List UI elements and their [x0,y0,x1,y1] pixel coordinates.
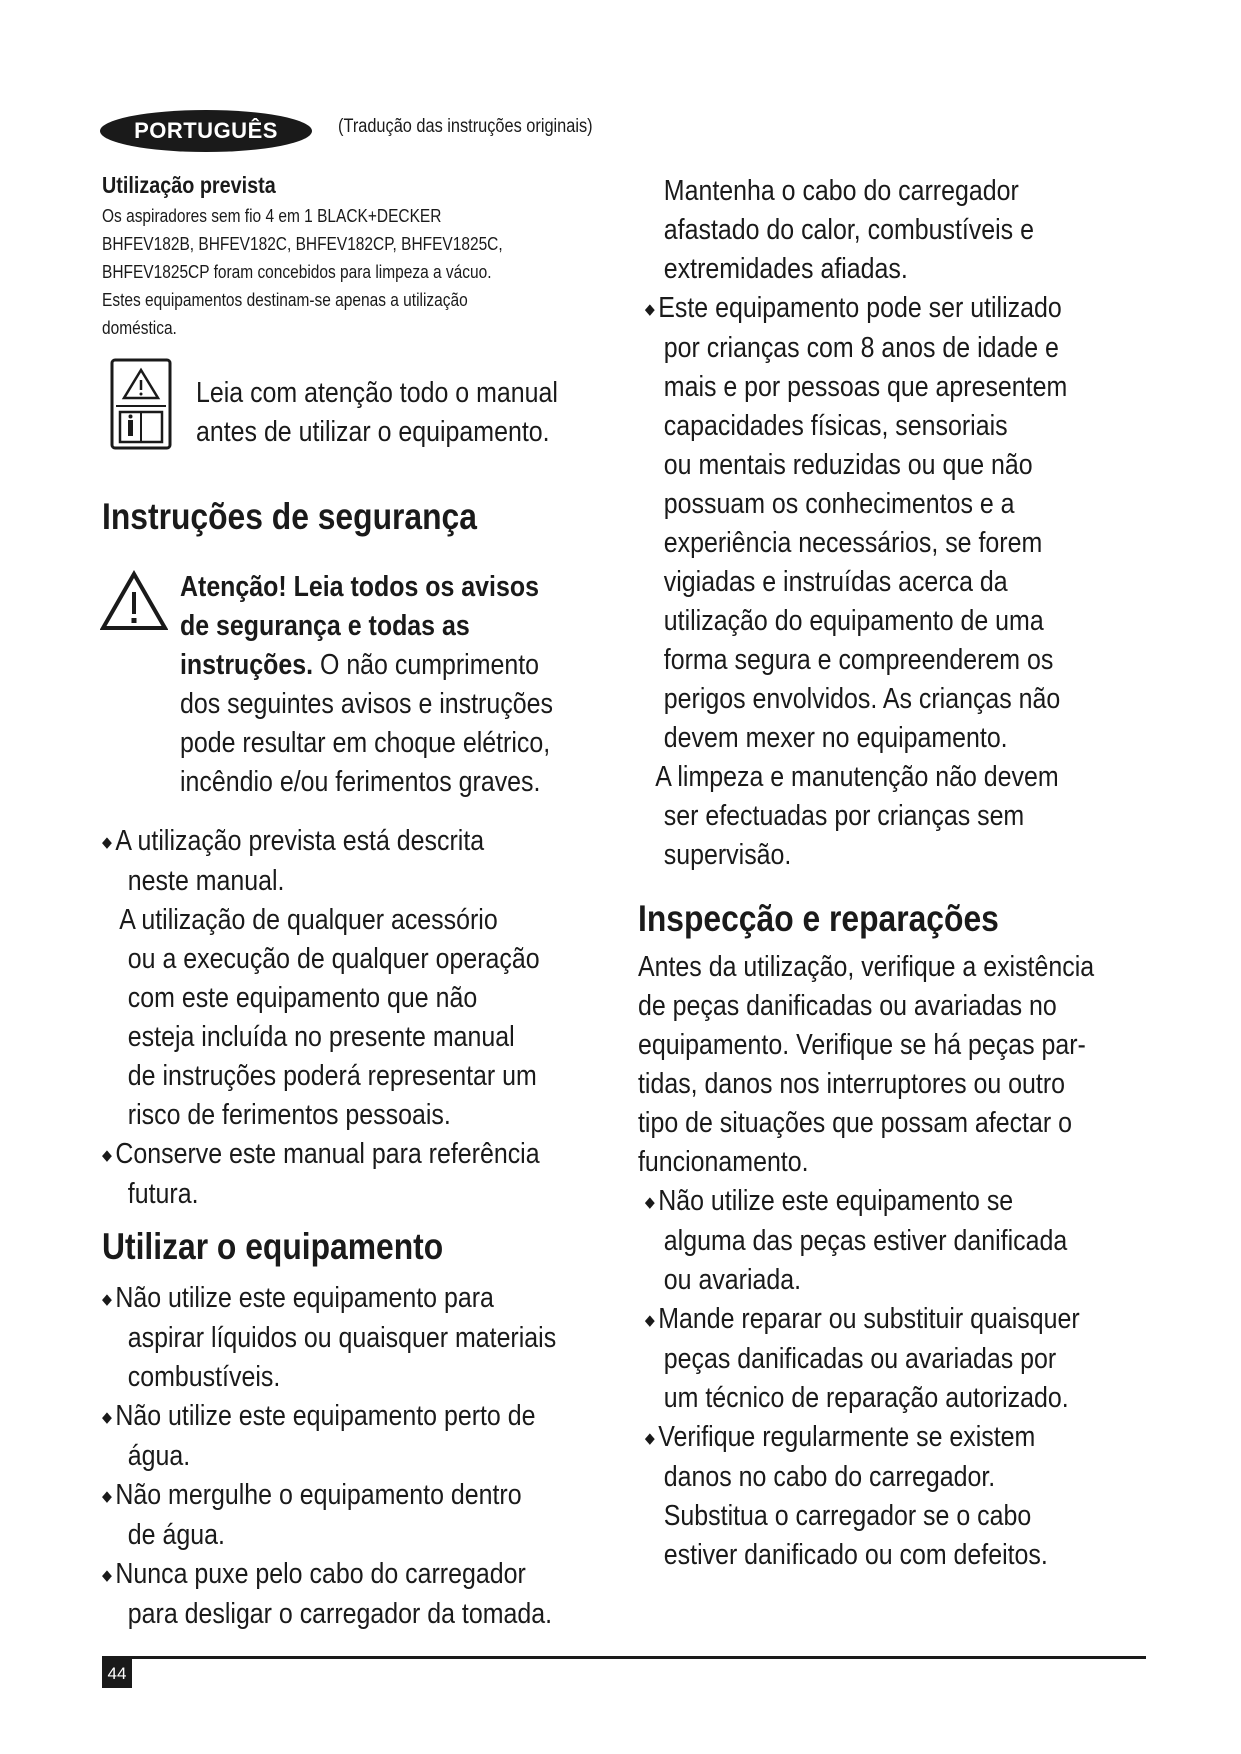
inspection-text: Antes da utilização, verifique a existência de peças danificadas ou avariadas no equipamento. Verifique se há peças par- tidas, danos nos interruptores ou outro tipo de situações que possam afectar o funcionamento. ◆ Não utilize este equipamento se alguma das peças estiver danificada ou avariada. ◆ Mande reparar ou substituir quaisquer peças danificadas ou avariadas por um técnico de reparação autorizado. ◆ Verifique regularmente se existem danos no cabo do carregador. Substitua o carregador se o cabo estiver danificado ou com defeitos. [638,951,1095,1571]
bullet-diamond-icon: ◆ [102,1488,112,1505]
list-item: ◆ Mande reparar ou substituir quaisquer [638,1300,1094,1340]
list-item: ◆ Não utilize este equipamento se [638,1182,1094,1222]
bullet-diamond-icon: ◆ [102,1291,112,1308]
translation-note: (Tradução das instruções originais) [338,116,593,137]
intended-use-text: Os aspiradores sem fio 4 em 1 BLACK+DECKER BHFEV182B, BHFEV182C, BHFEV182CP, BHFEV1825C, BHFEV1825CP foram concebidos para limpeza a vácuo. Estes equipamentos destinam-se apenas a utilização doméstica. [102,206,503,338]
list-item: ◆ Este equipamento pode ser utilizado [638,289,1067,329]
bullet-diamond-icon: ◆ [102,1409,112,1426]
list-item: ◆ Verifique regularmente se existem [638,1418,1094,1458]
bullet-diamond-icon: ◆ [102,834,112,851]
bullet-diamond-icon: ◆ [644,1430,655,1447]
list-item: ◆ A utilização prevista está descrita [102,822,540,862]
read-manual-text: Leia com atenção todo o manual antes de utilizar o equipamento. [196,377,558,448]
list-item: ◆ Conserve este manual para referência [102,1135,540,1175]
warning-text: Atenção! Leia todos os avisos de segurança e todas as instruções. O não cumprimento dos seguintes avisos e instruções pode resultar em choque elétrico, incêndio e/ou ferimentos graves. [180,571,553,798]
intended-use-heading: Utilização prevista [102,172,276,198]
bullet-diamond-icon: ◆ [102,1147,112,1164]
inspection-heading: Inspecção e reparações [638,898,999,939]
list-item: ◆ Não utilize este equipamento para [102,1279,556,1319]
page-number: 44 [102,1659,132,1688]
language-badge: PORTUGUÊS [100,110,312,152]
using-heading: Utilizar o equipamento [102,1226,444,1267]
read-manual-icon [110,358,172,450]
list-item: ◆ Nunca puxe pelo cabo do carregador [102,1555,556,1595]
list-item: ◆ Não mergulhe o equipamento dentro [102,1476,556,1516]
bullet-diamond-icon: ◆ [644,301,655,318]
right-list: Mantenha o cabo do carregador afastado do calor, combustíveis e extremidades afiadas. ◆ Este equipamento pode ser utilizado por crianças com 8 anos de idade e mais e por pessoas que apresentem capacidades físicas, sensoriais ou mentais reduzidas ou que não possuam os conhecimentos e a experiência necessários, se forem vigiadas e instruídas acerca da utilização do equipamento de uma forma segura e compreenderem os perigos envolvidos. As crianças não devem mexer no equipamento. A limpeza e manutenção não devem ser efectuadas por crianças sem supervisão. [638,172,1067,875]
warning-triangle-icon [100,570,168,632]
footer-divider [102,1656,1146,1659]
bullet-diamond-icon: ◆ [644,1312,655,1329]
list-item: ◆ Não utilize este equipamento perto de [102,1397,556,1437]
safety-heading: Instruções de segurança [102,496,477,537]
bullet-diamond-icon: ◆ [102,1567,112,1584]
left-bullet-list: ◆ A utilização prevista está descrita neste manual. A utilização de qualquer acessório ou a execução de qualquer operação com este equipamento que não esteja incluída no presente manual de instruções poderá representar um risco de ferimentos pessoais. ◆ Conserve este manual para referência futura. [102,822,540,1214]
using-bullet-list: ◆ Não utilize este equipamento para aspirar líquidos ou quaisquer materiais combustíveis. ◆ Não utilize este equipamento perto de água. ◆ Não mergulhe o equipamento dentro de água. ◆ Nunca puxe pelo cabo do carregador para desligar o carregador da tomada. [102,1279,556,1634]
bullet-diamond-icon: ◆ [644,1194,655,1211]
